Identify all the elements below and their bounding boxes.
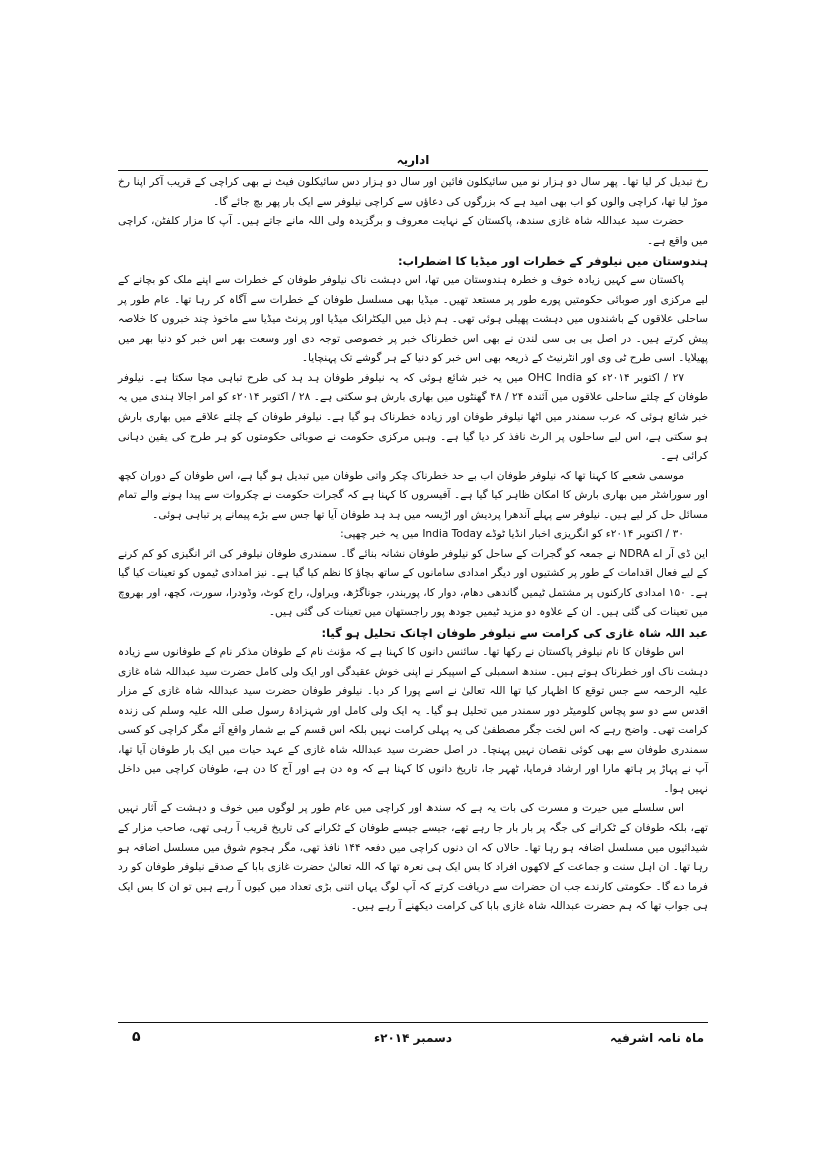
paragraph: این ڈی آر اے NDRA نے جمعہ کو گجرات کے ساحل کو نیلوفر طوفان نشانہ بنائے گا۔ سمندری طوفان نیلوفر کی اثر انگیزی کو کم کرنے کے لیے فعال اقدامات کے طور پر کشتیوں اور دیگر امدادی سامانوں کے ساتھ بچاؤ کا نظم کیا گیا ہے۔ نیز امدادی ٹیموں کو تعینات کیا گیا ہے۔ ۱۵۰ امدادی کارکنوں پر مشتمل ٹیمیں گاندھی دھام، دوار کا، پوربندر، جوناگڑھ، ویراول، راج کوٹ، وڈودرا، سورت، کچھ، اور بھروچ میں تعینات کی گئی ہیں۔ ان کے علاوہ دو مزید ٹیمیں جودھ پور راجستھان میں تعینات کی گئی ہیں۔ <box>118 547 708 619</box>
running-title: اداریہ <box>118 150 708 171</box>
section-heading: عبد اللہ شاہ غازی کی کرامت سے نیلوفر طوفان اچانک تحلیل ہو گیا: <box>321 626 708 641</box>
paragraph: ۳۰ / اکتوبر ۲۰۱۴ء کو انگریزی اخبار انڈیا ٹوڈے India Today میں یہ خبر چھپی: <box>340 528 684 541</box>
paragraph: رخ تبدیل کر لیا تھا۔ پھر سال دو ہزار نو میں سائیکلون فائین اور سال دو ہزار دس سائیکلون فیٹ نے بھی کراچی کے قریب آکر اپنا رخ موڑ لیا تھا، کراچی والوں کو اب بھی امید ہے کہ بزرگوں کی دعاؤں سے کراچی نیلوفر سے ایک بار پھر بچ جائے گا۔ <box>118 176 708 208</box>
paragraph: ۲۷ / اکتوبر ۲۰۱۴ء کو OHC India میں یہ خبر شائع ہوئی کہ یہ نیلوفر طوفان ہد ہد کی طرح تباہی مچا سکتا ہے۔ نیلوفر طوفان کے چلتے ساحلی علاقوں میں آئندہ ۲۴ / ۴۸ گھنٹوں میں بھاری بارش ہو سکتی ہے۔ ۲۸ / اکتوبر ۲۰۱۴ء کو امر اجالا ہندی میں یہ خبر شائع ہوئی کہ عرب سمندر میں اٹھا نیلوفر طوفان اور زیادہ خطرناک ہو گیا ہے۔ نیلوفر طوفان کے چلتے علاقے میں بھاری بارش ہو سکتی ہے، اس لیے ساحلوں پر الرٹ نافذ کر دیا گیا ہے۔ وہیں مرکزی حکومت نے صوبائی حکومتوں کو ہر طرح کی یقین دہانی کرائی ہے۔ <box>118 371 708 463</box>
document-page <box>118 150 708 1020</box>
paragraph: موسمی شعبے کا کہنا تھا کہ نیلوفر طوفان اب بے حد خطرناک چکر واتی طوفان میں تبدیل ہو گیا ہے، اس طوفان کے دوران کچھ اور سوراشٹر میں بھاری بارش کا امکان ظاہر کیا گیا ہے۔ آفیسروں کا کہنا ہے کہ گجرات حکومت نے چکروات سے پیدا ہونے والے تمام مسائل حل کر لیے ہیں۔ نیلوفر سے پہلے آندھرا پردیش اور اڑیسہ میں ہد ہد طوفان آیا تھا جس سے بڑے پیمانے پر تباہی ہوئی۔ <box>118 469 708 521</box>
paragraph: اس طوفان کا نام نیلوفر پاکستان نے رکھا تھا۔ سائنس دانوں کا کہنا ہے کہ مؤنث نام کے طوفان مذکر نام کے طوفانوں سے زیادہ دہشت ناک اور خطرناک ہوتے ہیں۔ سندھ اسمبلی کے اسپیکر نے اپنی خوش عقیدگی اور ایک ولی کامل حضرت سید عبداللہ شاہ غازی علیہ الرحمہ سے جس توقع کا اظہار کیا تھا اللہ تعالیٰ نے اسے پورا کر دیا۔ نیلوفر طوفان حضرت سید عبداللہ شاہ غازی کے مزار اقدس سے دو سو پچاس کلومیٹر دور سمندر میں تحلیل ہو گیا۔ یہ ایک ولی کامل اور شہزادۂ رسول صلی اللہ علیہ وسلم کی زندہ کرامت تھی۔ واضح رہے کہ اس لخت جگر مصطفیٰ کی یہ پہلی کرامت نہیں بلکہ اس قسم کے بے شمار واقع آئے مگر کراچی کو کسی سمندری طوفان سے بھی کوئی نقصان نہیں پہنچا۔ در اصل حضرت سید عبداللہ شاہ غازی کے عہد حیات میں ایک بار طوفان آیا تھا، آپ نے پہاڑ پر ہاتھ مارا اور ارشاد فرمایا، ٹھہر جا، تاریخ دانوں کا کہنا ہے کہ وہ دن ہے اور آج کا دن ہے، طوفان کراچی میں داخل نہیں ہوا۔ <box>118 646 708 795</box>
paragraph: پاکستان سے کہیں زیادہ خوف و خطرہ ہندوستان میں تھا، اس دہشت ناک نیلوفر طوفان کے خطرات سے اپنے ملک کو بچانے کے لیے مرکزی اور صوبائی حکومتیں پورے طور پر مستعد تھیں۔ میڈیا بھی مسلسل طوفان کے خطرات سے آگاہ کر رہا تھا۔ عام طور پر ساحلی علاقوں کے باشندوں میں دہشت پھیلی ہوئی تھی۔ ہم ذیل میں الیکٹرانک میڈیا اور پرنٹ میڈیا سے ماخوذ چند خبروں کا خلاصہ پیش کرتے ہیں۔ در اصل بی بی سی لندن نے بھی اس خطرناک خبر پر خصوصی توجہ دی اور وسعت بھر اس خبر کو دنیا بھر میں پھیلایا۔ اسی طرح ٹی وی اور انٹرنیٹ کے ذریعہ بھی اس خبر کو دنیا کے ہر گوشے تک پہنچایا۔ <box>118 274 708 365</box>
page-number: ۵ <box>132 1029 141 1045</box>
article-body <box>118 173 708 917</box>
page-footer <box>118 1022 708 1055</box>
paragraph: حضرت سید عبداللہ شاہ غازی سندھ، پاکستان کے نہایت معروف و برگزیدہ ولی اللہ مانے جاتے ہیں۔ آپ کا مزار کلفٹن، کراچی میں واقع ہے۔ <box>118 215 708 247</box>
section-heading: ہندوستان میں نیلوفر کے خطرات اور میڈیا کا اضطراب: <box>397 254 708 269</box>
paragraph: اس سلسلے میں حیرت و مسرت کی بات یہ ہے کہ سندھ اور کراچی میں عام طور پر لوگوں میں خوف و دہشت کے آثار نہیں تھے، بلکہ طوفان کے ٹکرانے کی جگہ پر بار بار جا رہے تھے، جیسے جیسے طوفان کے ٹکرانے کی تاریخ قریب آ رہی تھی، صاحب مزار کے شیدائیوں میں مسلسل اضافہ ہو رہا تھا۔ حالاں کہ ان دنوں کراچی میں دفعہ ۱۴۴ نافذ تھی، مگر ہجوم شوق میں مسلسل اضافہ ہو رہا تھا۔ ان اہل سنت و جماعت کے لاکھوں افراد کا بس ایک ہی نعرہ تھا کہ اللہ تعالیٰ حضرت غازی بابا کے صدقے نیلوفر طوفان کو رد فرما دے گا۔ حکومتی کارندے جب ان حضرات سے دریافت کرتے کہ آپ لوگ یہاں اتنی بڑی تعداد میں کیوں آ رہے ہیں تو ان کا بس ایک ہی جواب تھا کہ ہم حضرت عبداللہ شاہ غازی بابا کی کرامت دیکھنے آ رہے ہیں۔ <box>118 802 708 913</box>
magazine-name: ماہ نامہ اشرفیہ <box>610 1031 704 1045</box>
issue-date: دسمبر ۲۰۱۴ء <box>374 1031 452 1045</box>
